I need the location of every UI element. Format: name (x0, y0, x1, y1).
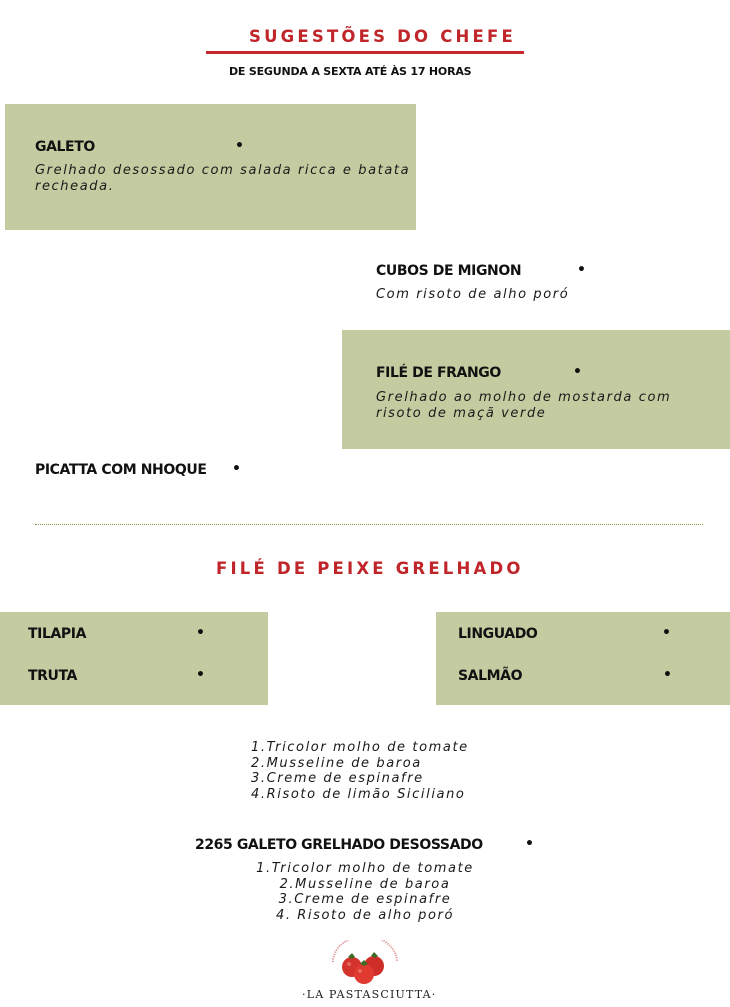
item-name-galeto: GALETO (35, 139, 95, 155)
bullet-icon: • (525, 836, 534, 852)
item-description-file-de-frango: Grelhado ao molho de mostarda com risoto de maçã verde (376, 390, 672, 421)
item-name-galeto-grelhado-desossado: 2265 GALETO GRELHADO DESOSSADO (195, 837, 483, 853)
bullet-icon: • (663, 667, 672, 683)
list-item: 2.Musseline de baroa (279, 876, 451, 892)
list-item: 3.Creme de espinafre (251, 771, 424, 787)
bullet-icon: • (196, 625, 205, 641)
list-item: 4. Risoto de alho poró (275, 907, 455, 923)
list-item: 4.Risoto de limão Siciliano (251, 786, 466, 802)
item-name-cubos-de-mignon: CUBOS DE MIGNON (376, 263, 522, 279)
tomato-logo-icon (300, 940, 430, 986)
title-underline (206, 51, 524, 54)
bullet-icon: • (573, 364, 582, 380)
section-title-fish: FILÉ DE PEIXE GRELHADO (216, 559, 524, 578)
bullet-icon: • (232, 461, 241, 477)
bullet-icon: • (196, 667, 205, 683)
logo (300, 940, 437, 1004)
section-divider (35, 524, 703, 525)
item-name-salmao: SALMÃO (458, 668, 523, 684)
list-item: 1.Tricolor molho de tomate (251, 740, 469, 755)
galeto-sides-list (240, 861, 490, 923)
page-title: SUGESTÕES DO CHEFE (249, 27, 516, 46)
list-item: 1.Tricolor molho de tomate (256, 861, 474, 876)
bullet-icon: • (662, 625, 671, 641)
list-item: 3.Creme de espinafre (278, 892, 452, 908)
logo-wordmark: ·LA PASTASCIUTTA· (302, 988, 437, 1001)
page-subtitle: DE SEGUNDA A SEXTA ATÉ ÀS 17 HORAS (229, 65, 472, 78)
item-name-linguado: LINGUADO (458, 626, 538, 642)
item-description-cubos-de-mignon: Com risoto de alho poró (376, 287, 570, 302)
item-name-tilapia: TILAPIA (28, 626, 87, 642)
fish-sides-list (251, 740, 511, 802)
list-item: 2.Musseline de baroa (251, 755, 422, 771)
bullet-icon: • (577, 262, 586, 278)
item-name-file-de-frango: FILÉ DE FRANGO (376, 365, 501, 381)
item-name-picatta-com-nhoque: PICATTA COM NHOQUE (35, 462, 207, 478)
item-description-galeto: Grelhado desossado com salada ricca e batata recheada. (35, 163, 411, 194)
bullet-icon: • (235, 138, 244, 154)
item-name-truta: TRUTA (28, 668, 77, 684)
